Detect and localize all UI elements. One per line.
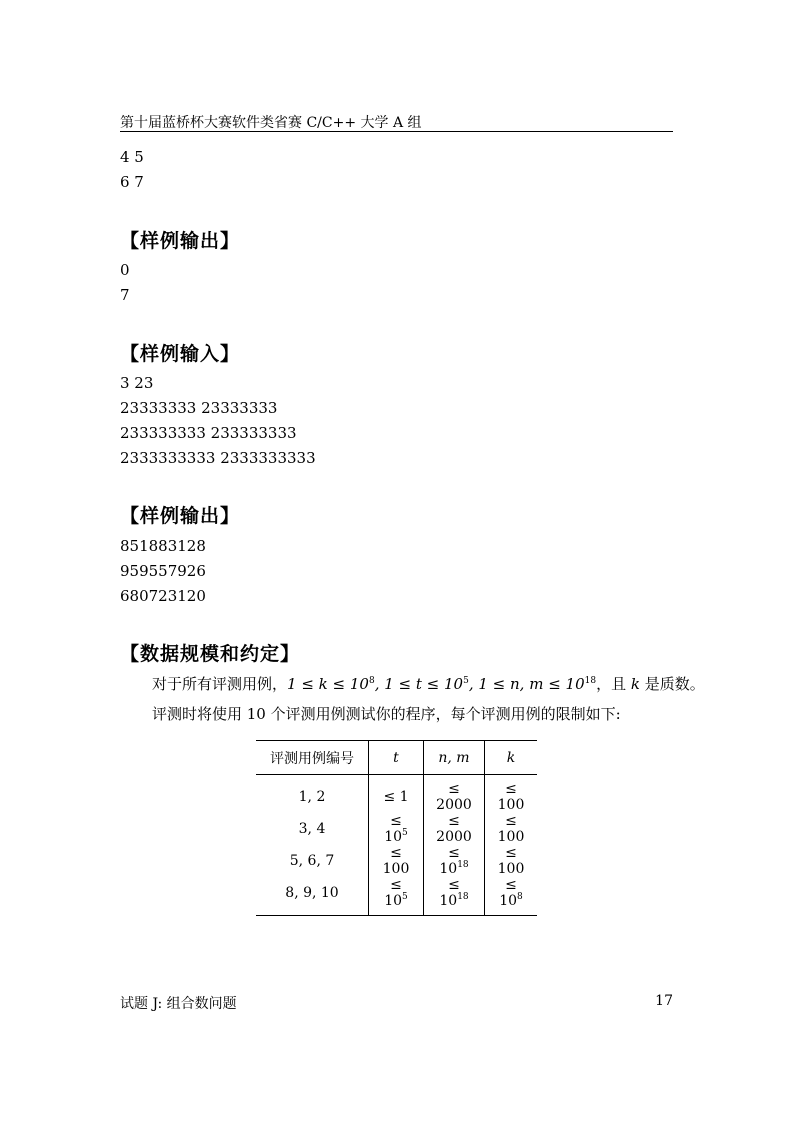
cell-t: ≤ 1 <box>369 775 424 814</box>
col-header-cases: 评测用例编号 <box>256 741 369 775</box>
cell-t: ≤ $10^5$ <box>369 877 424 916</box>
constraint-nm: , 1 ≤ n, m ≤ 10 <box>468 675 585 693</box>
cell-cases: 8, 9, 10 <box>256 877 369 916</box>
sample-input-heading: 【样例输入】 <box>120 343 241 365</box>
sample-output-line: 959557926 <box>120 562 206 580</box>
sample-input-line: 23333333 23333333 <box>120 399 278 417</box>
constraints-suffix: 是质数。 <box>639 675 705 693</box>
sample-output-line: 851883128 <box>120 537 206 555</box>
constraint-nm-exp: 18 <box>584 676 597 686</box>
constraint-t-exp: 5 <box>463 676 469 686</box>
cell-k: ≤ 100 <box>497 781 525 813</box>
constraint-t: , 1 ≤ t ≤ 10 <box>374 675 464 693</box>
constraint-var-k: k <box>630 675 640 693</box>
cell-t: ≤ 100 <box>369 845 424 877</box>
constraints-prefix: 对于所有评测用例， <box>152 675 288 693</box>
page-header: 第十届蓝桥杯大赛软件类省赛 C/C++ 大学 A 组 <box>120 115 422 131</box>
sample-input-line: 233333333 233333333 <box>120 424 297 442</box>
cell-cases: 5, 6, 7 <box>256 845 369 877</box>
cell-k: ≤ $10^8$ <box>499 877 523 909</box>
constraints-note: 评测时将使用 10 个评测用例测试你的程序，每个评测用例的限制如下: <box>152 705 621 723</box>
constraints-text <box>152 673 705 694</box>
cell-k: ≤ 100 <box>497 845 525 877</box>
cell-cases: 3, 4 <box>256 813 369 845</box>
page-number: 17 <box>655 993 673 1009</box>
table-row <box>256 813 537 845</box>
cell-nm: ≤ $10^{18}$ <box>424 845 485 877</box>
cell-k: ≤ 100 <box>497 813 525 845</box>
table-row <box>256 877 537 916</box>
header-rule <box>120 131 673 132</box>
sample-output-line: 0 <box>120 261 130 279</box>
cell-nm: ≤ $10^{18}$ <box>424 877 485 916</box>
constraint-k: 1 ≤ k ≤ 10 <box>287 675 369 693</box>
col-header-k: k <box>485 741 538 775</box>
col-header-nm: n, m <box>424 741 485 775</box>
constraint-k-exp: 8 <box>368 676 375 686</box>
sample-input-line: 2333333333 2333333333 <box>120 449 316 467</box>
constraints-mid: ，且 <box>596 675 631 693</box>
cell-nm: ≤ 2000 <box>424 775 485 814</box>
sample-input-line: 3 23 <box>120 374 154 392</box>
sample-output-line: 7 <box>120 286 130 304</box>
constraints-heading: 【数据规模和约定】 <box>120 643 301 665</box>
table-row <box>256 845 537 877</box>
sample-output-heading: 【样例输出】 <box>120 505 241 527</box>
cell-nm: ≤ 2000 <box>424 813 485 845</box>
col-header-t: t <box>369 741 424 775</box>
sample-input-line: 6 7 <box>120 173 144 191</box>
page-footer-title: 试题 J: 组合数问题 <box>120 996 237 1012</box>
sample-input-line: 4 5 <box>120 148 144 166</box>
sample-output-line: 680723120 <box>120 587 206 605</box>
table-header-row <box>256 741 537 775</box>
cell-t: ≤ $10^5$ <box>369 813 424 845</box>
limits-table <box>256 740 537 916</box>
table-row <box>256 775 537 814</box>
cell-cases: 1, 2 <box>256 775 369 814</box>
sample-output-heading: 【样例输出】 <box>120 230 241 252</box>
